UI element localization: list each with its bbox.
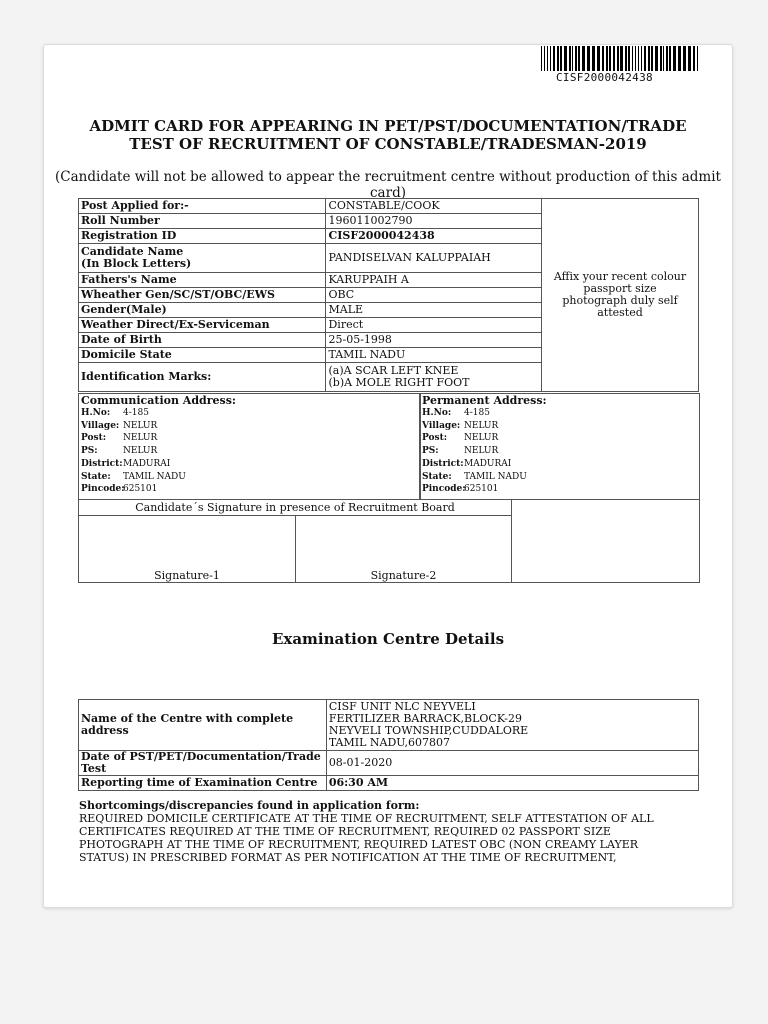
barcode-bar (628, 46, 630, 71)
address-row (420, 458, 699, 471)
barcode-bar (666, 46, 668, 71)
barcode-bar (648, 46, 650, 71)
field-label: Fathers's Name (79, 273, 326, 288)
address-value: 4-185 (123, 408, 149, 418)
address-row (79, 432, 420, 445)
address-key: District: (422, 458, 464, 469)
barcode-bar (651, 46, 653, 71)
address-value: NELUR (464, 446, 499, 457)
barcode-bar (669, 46, 671, 71)
barcode-bar (553, 46, 555, 71)
address-key: H.No: (422, 408, 452, 418)
shortcomings-title: Shortcomings/discrepancies found in application form: (79, 799, 420, 812)
page-title (44, 117, 732, 153)
address-key: H.No: (81, 408, 111, 418)
page-subtitle: (Candidate will not be allowed to appear the recruitment centre without production of this admit card) (55, 169, 721, 201)
barcode-bar (544, 46, 545, 71)
address-fields (79, 407, 420, 496)
field-label: Domicile State (79, 348, 326, 363)
candidate-details-table (78, 198, 699, 392)
field-value: KARUPPAIH A (326, 273, 542, 288)
address-value: MADURAI (123, 458, 171, 469)
field-value: 196011002790 (326, 214, 542, 229)
barcode-image (541, 46, 698, 71)
address-key: Village: (422, 420, 461, 431)
barcode-bar (641, 46, 642, 71)
address-row (420, 445, 699, 458)
barcode-bar (575, 46, 577, 71)
field-value: 25-05-1998 (326, 333, 542, 348)
field-label: Name of the Centre with complete address (79, 700, 327, 751)
address-row (79, 407, 420, 420)
address-key: Pincode: (422, 484, 466, 495)
field-label: Reporting time of Examination Centre (79, 776, 327, 791)
label-line: Candidate Name (81, 245, 184, 258)
field-value: PANDISELVAN KALUPPAIAH (326, 244, 542, 273)
photo-placeholder (542, 199, 699, 392)
table-row (79, 700, 699, 751)
field-value: OBC (326, 288, 542, 303)
address-value: 625101 (123, 484, 158, 495)
field-label: Roll Number (79, 214, 326, 229)
signature-1-label: Signature-1 (154, 569, 220, 582)
address-value: 625101 (464, 484, 499, 495)
address-row (79, 458, 420, 471)
barcode-bar (547, 46, 548, 71)
address-key: State: (81, 471, 111, 482)
barcode-bar (660, 46, 662, 71)
barcode-bar (655, 46, 658, 71)
label-line: (In Block Letters) (81, 257, 192, 270)
barcode-bar (635, 46, 636, 71)
address-key: PS: (81, 446, 98, 457)
barcode-bar (620, 46, 623, 71)
value-line: (a)A SCAR LEFT KNEE (328, 364, 459, 377)
field-label: Wheather Gen/SC/ST/OBC/EWS (79, 288, 326, 303)
signature-header: Candidate´s Signature in presence of Recruitment Board (78, 499, 512, 516)
barcode-bar (560, 46, 562, 71)
barcode-bar (550, 46, 551, 71)
permanent-address-title: Permanent Address: (422, 394, 547, 407)
address-key: Village: (81, 420, 120, 431)
address-value: NELUR (123, 433, 158, 444)
address-value: TAMIL NADU (123, 471, 186, 482)
address-row (420, 432, 699, 445)
address-row (79, 420, 420, 433)
address-line: CISF UNIT NLC NEYVELI (328, 700, 476, 713)
field-value: CONSTABLE/COOK (326, 199, 542, 214)
address-value: NELUR (123, 446, 158, 457)
address-key: State: (422, 471, 452, 482)
barcode-bar (609, 46, 611, 71)
barcode-bar (578, 46, 580, 71)
field-label: Date of PST/PET/Documentation/Trade Test (79, 751, 327, 776)
address-value: TAMIL NADU (464, 471, 527, 482)
address-line: TAMIL NADU,607807 (328, 736, 451, 749)
address-line: FERTILIZER BARRACK,BLOCK-29 (328, 712, 522, 725)
barcode-bar (678, 46, 681, 71)
barcode-bar (632, 46, 633, 71)
signature-1-box (78, 515, 296, 583)
barcode-bar (673, 46, 676, 71)
barcode-bar (697, 46, 698, 71)
barcode-bar (597, 46, 600, 71)
barcode-bar (606, 46, 608, 71)
field-label: Date of Birth (79, 333, 326, 348)
address-row (420, 483, 699, 496)
field-value: CISF2000042438 (326, 229, 542, 244)
photo-instruction: Affix your recent colour passport size photograph duly self attested (553, 270, 687, 319)
barcode-bar (683, 46, 686, 71)
barcode-bar (638, 46, 639, 71)
barcode-bar (663, 46, 664, 71)
signature-2-label: Signature-2 (370, 569, 437, 582)
barcode-bar (572, 46, 573, 71)
field-value: Direct (326, 318, 542, 333)
barcode-bar (625, 46, 627, 71)
permanent-address (419, 393, 700, 500)
table-row (79, 199, 699, 214)
barcode-bar (617, 46, 619, 71)
field-label: Registration ID (79, 229, 326, 244)
field-value: MALE (326, 303, 542, 318)
barcode-bar (587, 46, 590, 71)
barcode-bar (564, 46, 567, 71)
barcode-bar (569, 46, 571, 71)
field-label: Post Applied for:- (79, 199, 326, 214)
field-label: Gender(Male) (79, 303, 326, 318)
field-value (326, 363, 542, 392)
address-row (420, 420, 699, 433)
address-row (420, 407, 699, 420)
table-row (79, 776, 699, 791)
board-stamp-box (511, 499, 700, 583)
exam-section-title: Examination Centre Details (271, 630, 505, 648)
communication-address (78, 393, 421, 500)
barcode-bar (557, 46, 559, 71)
address-value: NELUR (123, 420, 158, 431)
field-label: Identification Marks: (79, 363, 326, 392)
communication-address-title: Communication Address: (81, 394, 236, 407)
address-key: PS: (422, 446, 439, 457)
barcode-number: CISF2000042438 (556, 71, 653, 84)
address-fields (420, 407, 699, 496)
address-key: Post: (422, 433, 448, 444)
field-value: TAMIL NADU (326, 348, 542, 363)
barcode-bar (693, 46, 695, 71)
centre-address (326, 700, 698, 751)
address-value: NELUR (464, 433, 499, 444)
exam-centre-table (78, 699, 699, 791)
barcode-bar (613, 46, 615, 71)
barcode-bar (541, 46, 542, 71)
barcode-bar (582, 46, 585, 71)
field-value: 08-01-2020 (326, 751, 698, 776)
address-row (420, 471, 699, 484)
address-key: Post: (81, 433, 107, 444)
value-line: (b)A MOLE RIGHT FOOT (328, 376, 470, 389)
address-row (79, 445, 420, 458)
address-value: MADURAI (464, 458, 512, 469)
barcode-bar (592, 46, 595, 71)
address-key: Pincode: (81, 484, 125, 495)
field-label: Weather Direct/Ex-Serviceman (79, 318, 326, 333)
barcode-bar (644, 46, 646, 71)
address-row (79, 471, 420, 484)
shortcomings-text: REQUIRED DOMICILE CERTIFICATE AT THE TIME OF RECRUITMENT, SELF ATTESTATION OF ALL CERTIFICATES REQUIRED AT THE TIME OF RECRUITMENT, REQUIRED 02 PASSPORT SIZE PHOTOGRAPH AT THE TIME OF RECRUITMENT, REQUIRED LATEST OBC (NON CREAMY LAYER STATUS) IN PRESCRIBED FORMAT AS PER NOTIFICATION AT THE TIME OF RECRUITMENT, (79, 812, 654, 864)
field-label (79, 244, 326, 273)
address-line: NEYVELI TOWNSHIP,CUDDALORE (328, 724, 529, 737)
title-text: ADMIT CARD FOR APPEARING IN PET/PST/DOCUMENTATION/TRADE TEST OF RECRUITMENT OF CONSTABLE/TRADESMAN-2019 (89, 117, 687, 153)
address-key: District: (81, 458, 123, 469)
table-row (79, 751, 699, 776)
address-value: 4-185 (464, 408, 490, 418)
barcode-bar (688, 46, 691, 71)
address-value: NELUR (464, 420, 499, 431)
signature-2-box (295, 515, 512, 583)
field-value: 06:30 AM (326, 776, 698, 791)
address-row (79, 483, 420, 496)
barcode-bar (602, 46, 604, 71)
